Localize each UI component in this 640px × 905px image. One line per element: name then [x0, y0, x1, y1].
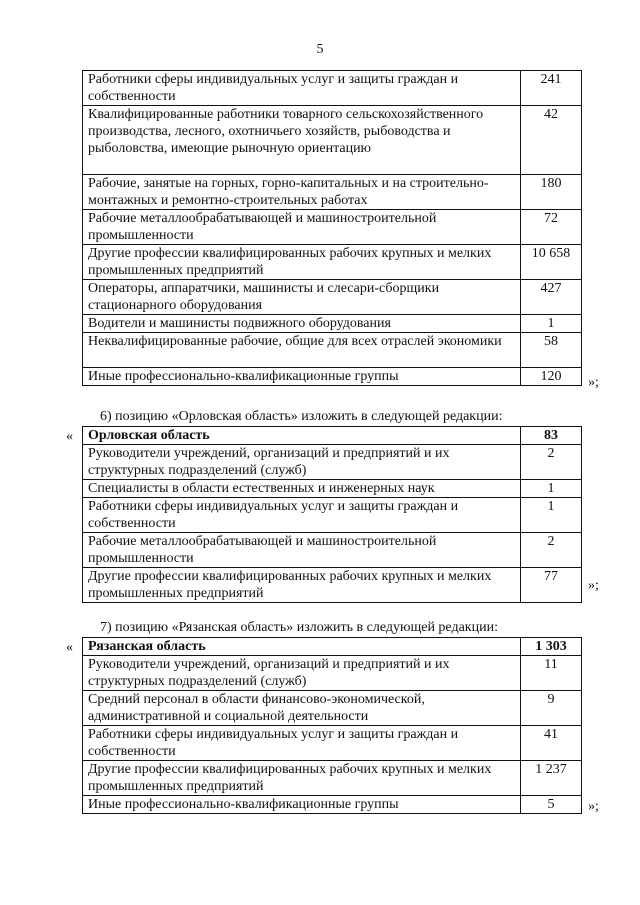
table-row: [83, 333, 582, 368]
table-header-row: [83, 427, 582, 445]
row-name: Другие профессии квалифицированных рабочих крупных и мелких промышленных предприятий: [83, 761, 521, 796]
region-name: Орловская область: [83, 427, 521, 445]
table-row: [83, 480, 582, 498]
table-row: [83, 280, 582, 315]
row-name: Квалифицированные работники товарного сельскохозяйственного производства, лесного, охотничьего хозяйств, рыбоводства и рыболовства, имеющие рыночную ориентацию: [83, 106, 521, 175]
row-value: 1: [521, 480, 582, 498]
row-name: Неквалифицированные рабочие, общие для всех отраслей экономики: [83, 333, 521, 368]
table-row: [83, 445, 582, 480]
table-row: [83, 498, 582, 533]
close-quote: »;: [588, 578, 599, 593]
row-name: Операторы, аппаратчики, машинисты и слесари-сборщики стационарного оборудования: [83, 280, 521, 315]
row-value: 2: [521, 533, 582, 568]
row-name: Другие профессии квалифицированных рабочих крупных и мелких промышленных предприятий: [83, 245, 521, 280]
row-value: 1: [521, 498, 582, 533]
row-name: Водители и машинисты подвижного оборудования: [83, 315, 521, 333]
row-value: 11: [521, 656, 582, 691]
close-quote: »;: [588, 375, 599, 390]
row-name: Специалисты в области естественных и инженерных наук: [83, 480, 521, 498]
region-name: Рязанская область: [83, 638, 521, 656]
row-value: 427: [521, 280, 582, 315]
row-name: Другие профессии квалифицированных рабочих крупных и мелких промышленных предприятий: [83, 568, 521, 603]
row-name: Рабочие металлообрабатывающей и машиностроительной промышленности: [83, 533, 521, 568]
row-value: 1: [521, 315, 582, 333]
row-name: Работники сферы индивидуальных услуг и защиты граждан и собственности: [83, 71, 521, 106]
row-value: 58: [521, 333, 582, 368]
table-row: [83, 368, 582, 386]
row-name: Средний персонал в области финансово-экономической, административной и социальной деятельности: [83, 691, 521, 726]
row-value: 241: [521, 71, 582, 106]
page-number: 5: [316, 42, 324, 57]
row-value: 1 237: [521, 761, 582, 796]
row-value: 180: [521, 175, 582, 210]
table-row: [83, 106, 582, 175]
row-name: Рабочие металлообрабатывающей и машиностроительной промышленности: [83, 210, 521, 245]
row-value: 120: [521, 368, 582, 386]
row-value: 2: [521, 445, 582, 480]
row-name: Руководители учреждений, организаций и предприятий и их структурных подразделений (служб): [83, 445, 521, 480]
row-value: 10 658: [521, 245, 582, 280]
row-name: Рабочие, занятые на горных, горно-капитальных и на строительно-монтажных и ремонтно-строительных работах: [83, 175, 521, 210]
table-row: [83, 71, 582, 106]
table-row: [83, 691, 582, 726]
table-continuation: [82, 70, 582, 386]
table-orel: [82, 426, 582, 603]
region-total: 83: [521, 427, 582, 445]
row-name: Руководители учреждений, организаций и предприятий и их структурных подразделений (служб): [83, 656, 521, 691]
region-total: 1 303: [521, 638, 582, 656]
instruction-6: 6) позицию «Орловская область» изложить в следующей редакции:: [100, 409, 503, 424]
table-row: [83, 210, 582, 245]
row-value: 77: [521, 568, 582, 603]
row-value: 5: [521, 796, 582, 814]
table-row: [83, 796, 582, 814]
row-name: Работники сферы индивидуальных услуг и защиты граждан и собственности: [83, 498, 521, 533]
table-ryazan: [82, 637, 582, 814]
row-value: 42: [521, 106, 582, 175]
table-row: [83, 315, 582, 333]
instruction-7: 7) позицию «Рязанская область» изложить в следующей редакции:: [100, 620, 498, 635]
table-row: [83, 568, 582, 603]
table-row: [83, 175, 582, 210]
close-quote: »;: [588, 799, 599, 814]
table-row: [83, 726, 582, 761]
row-value: 9: [521, 691, 582, 726]
open-quote: «: [66, 429, 73, 444]
open-quote: «: [66, 640, 73, 655]
table-row: [83, 533, 582, 568]
table-row: [83, 761, 582, 796]
row-value: 72: [521, 210, 582, 245]
row-name: Работники сферы индивидуальных услуг и защиты граждан и собственности: [83, 726, 521, 761]
table-row: [83, 656, 582, 691]
table-header-row: [83, 638, 582, 656]
row-value: 41: [521, 726, 582, 761]
table-row: [83, 245, 582, 280]
row-name: Иные профессионально-квалификационные группы: [83, 368, 521, 386]
row-name: Иные профессионально-квалификационные группы: [83, 796, 521, 814]
